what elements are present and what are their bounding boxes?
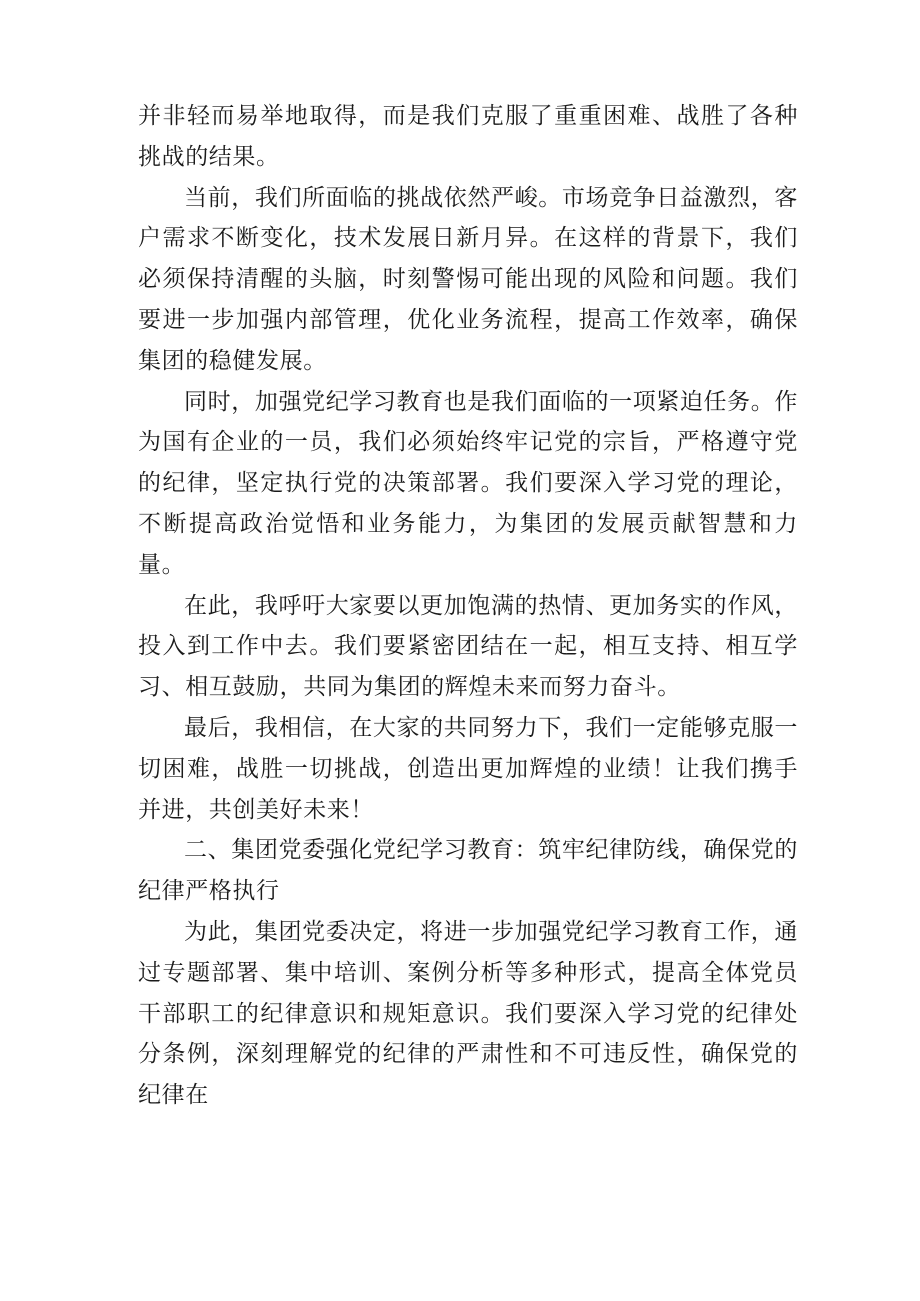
paragraph-conclusion: 最后，我相信，在大家的共同努力下，我们一定能够克服一切困难，战胜一切挑战，创造出更加辉煌的业绩！让我们携手并进，共创美好未来！ [138,714,798,823]
paragraph-party-discipline-task: 同时，加强党纪学习教育也是我们面临的一项紧迫任务。作为国有企业的一员，我们必须始终牢记党的宗旨，严格遵守党的纪律，坚定执行党的决策部署。我们要深入学习党的理论，不断提高政治觉悟和业务能力，为集团的发展贡献智慧和力量。 [138,388,798,578]
section-heading-two: 二、集团党委强化党纪学习教育：筑牢纪律防线，确保党的纪律严格执行 [138,837,798,905]
document-body [138,96,798,1116]
paragraph-call-to-action: 在此，我呼吁大家要以更加饱满的热情、更加务实的作风，投入到工作中去。我们要紧密团结在一起，相互支持、相互学习、相互鼓励，共同为集团的辉煌未来而努力奋斗。 [138,592,798,701]
paragraph-current-challenges: 当前，我们所面临的挑战依然严峻。市场竞争日益激烈，客户需求不断变化，技术发展日新月异。在这样的背景下，我们必须保持清醒的头脑，时刻警惕可能出现的风险和问题。我们要进一步加强内部管理，优化业务流程，提高工作效率，确保集团的稳健发展。 [138,184,798,374]
paragraph-continuation: 并非轻而易举地取得，而是我们克服了重重困难、战胜了各种挑战的结果。 [138,103,798,170]
paragraph-committee-decision: 为此，集团党委决定，将进一步加强党纪学习教育工作，通过专题部署、集中培训、案例分析等多种形式，提高全体党员干部职工的纪律意识和规矩意识。我们要深入学习党的纪律处分条例，深刻理解党的纪律的严肃性和不可违反性，确保党的纪律在 [138,918,798,1109]
